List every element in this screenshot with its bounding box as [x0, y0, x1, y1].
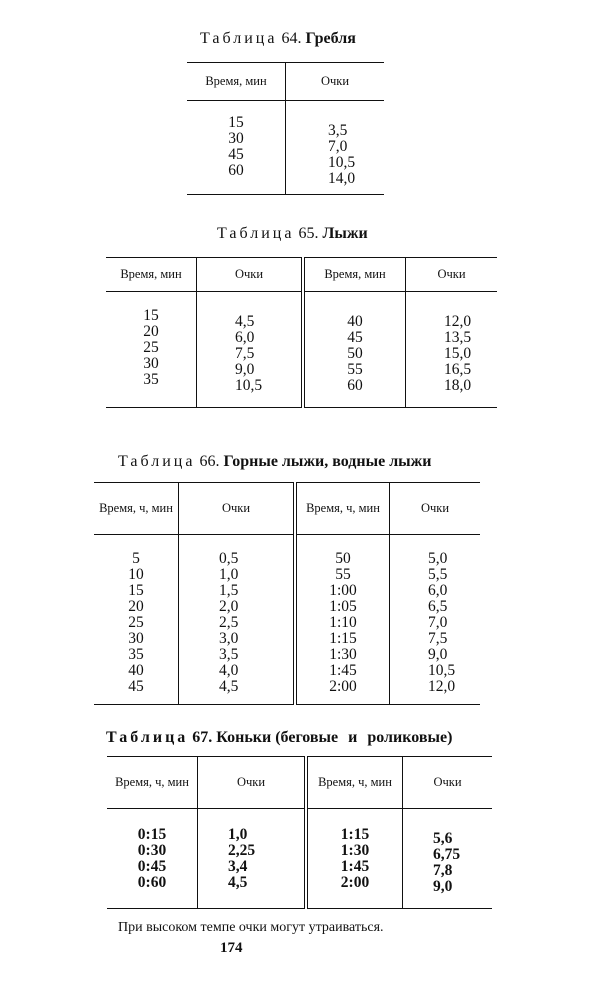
table-number: 65. [298, 225, 319, 242]
column-time-1: 15 20 25 30 35 [143, 307, 159, 388]
header-points: Очки [197, 258, 304, 292]
footnote: При высоком темпе очки могут утраиваться. [118, 920, 384, 935]
table-label: Таблица [200, 30, 278, 47]
table-64 [187, 62, 384, 195]
table-number: 66. [199, 453, 220, 470]
header-points-2: Очки [403, 757, 493, 809]
table-title: Гребля [305, 30, 356, 47]
column-time-2: 1:15 1:30 1:45 2:00 [340, 826, 370, 891]
column-points-1: 4,5 6,0 7,5 9,0 10,5 [235, 313, 263, 394]
table-number: 67. [192, 729, 213, 746]
table-label: Таблица [118, 453, 196, 470]
header-time-2: Время, ч, мин [295, 483, 390, 535]
table-subtitle: (беговые и роликовые) [275, 729, 453, 746]
column-time-1: 5 10 15 20 25 30 35 40 45 [128, 550, 144, 695]
table-67 [107, 756, 492, 909]
table-65 [106, 257, 497, 408]
column-points: 3,5 7,0 10,5 14,0 [328, 122, 356, 187]
header-points: Очки [286, 63, 385, 101]
header-points: Очки [179, 483, 296, 535]
table-66 [94, 482, 480, 705]
table-title: Коньки [216, 729, 272, 746]
column-time-2: 50 55 1:00 1:05 1:10 1:15 1:30 1:45 2:00 [329, 550, 357, 695]
header-time-2: Время, ч, мин [306, 757, 403, 809]
table-67-caption [106, 729, 452, 747]
column-time-1: 0:15 0:30 0:45 0:60 [137, 826, 167, 891]
column-time: 15 30 45 60 [228, 114, 244, 179]
page-number: 174 [220, 940, 243, 956]
column-time-2: 40 45 50 55 60 [347, 313, 363, 394]
column-points-2: 5,6 6,75 7,8 9,0 [433, 830, 461, 895]
table-number: 64. [281, 30, 302, 47]
header-time-2: Время, мин [303, 258, 406, 292]
table-64-caption [200, 30, 356, 48]
header-time: Время, мин [106, 258, 197, 292]
table-label: Таблица [106, 729, 189, 746]
header-time: Время, мин [187, 63, 286, 101]
header-time: Время, ч, мин [94, 483, 179, 535]
table-title: Лыжи [322, 225, 368, 242]
table-title: Горные лыжи, водные лыжи [223, 453, 432, 470]
column-points-2: 12,0 13,5 15,0 16,5 18,0 [444, 313, 472, 394]
column-points-1: 0,5 1,0 1,5 2,0 2,5 3,0 3,5 4,0 4,5 [219, 550, 239, 695]
header-points: Очки [198, 757, 307, 809]
table-label: Таблица [217, 225, 295, 242]
table-66-caption [118, 453, 431, 471]
column-points-1: 1,0 2,25 3,4 4,5 [228, 826, 256, 891]
header-points-2: Очки [390, 483, 481, 535]
header-time: Время, ч, мин [107, 757, 198, 809]
column-points-2: 5,0 5,5 6,0 6,5 7,0 7,5 9,0 10,5 12,0 [428, 550, 456, 695]
table-65-caption [217, 225, 368, 243]
header-points-2: Очки [406, 258, 498, 292]
